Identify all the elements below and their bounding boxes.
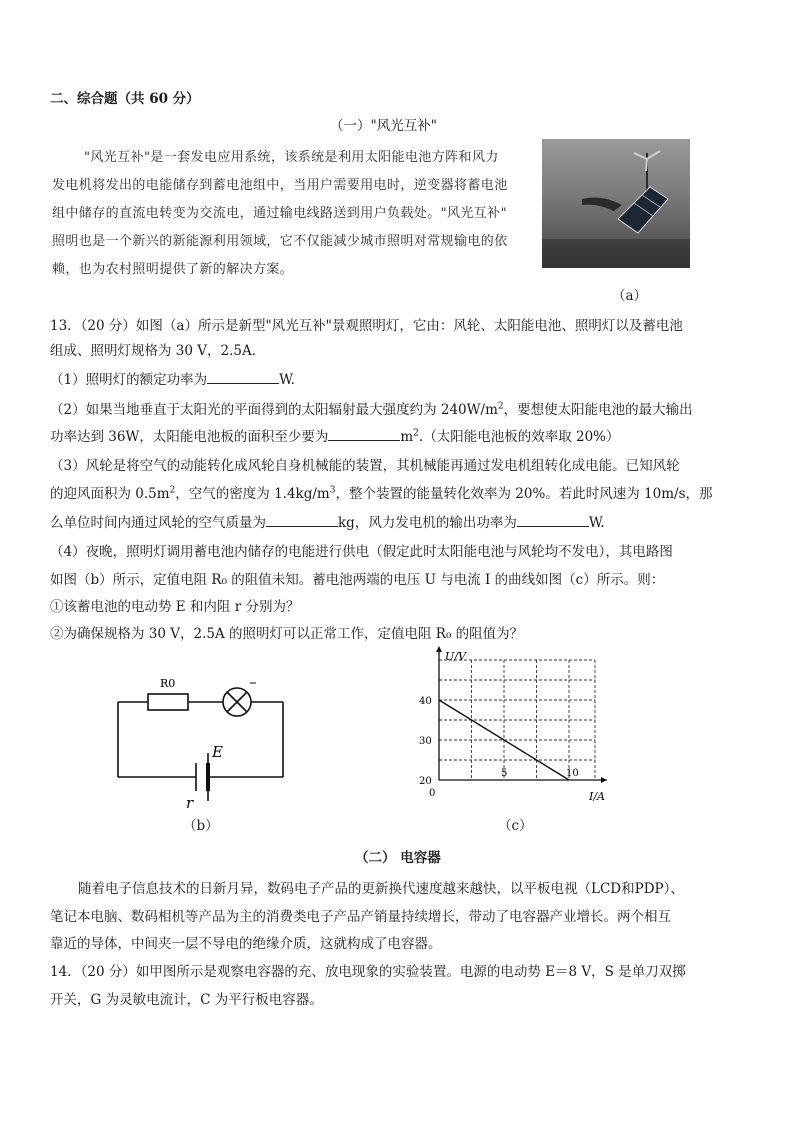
x-axis-label: I/A: [589, 790, 605, 803]
part2-intro-line1: 随着电子信息技术的日新月异，数码电子产品的更新换代速度越来越快，以平板电视（LCD和PDP）、: [78, 881, 684, 897]
q13-stem-line1: 13．（20 分）如图（a）所示是新型"风光互补"景观照明灯，它由：风轮、太阳能电池、照明灯以及蓄电池: [50, 318, 683, 334]
text-run: ，整个装置的能量转化效率为 20%。若此时风速为 10m/s，那: [335, 486, 713, 502]
q13-part1-text: （1）照明灯的额定功率为: [50, 372, 208, 388]
y-axis-label: U/V: [445, 650, 466, 663]
section-heading: 二、综合题（共 60 分）: [50, 91, 200, 107]
origin-label: 0: [429, 788, 436, 799]
graph-caption: （c）: [498, 818, 533, 834]
battery-icon: [196, 753, 208, 801]
intro-line: "风光互补"是一套发电应用系统，该系统是利用太阳能电池方阵和风力: [84, 150, 499, 165]
y-tick-label: 20: [419, 776, 432, 787]
text-run: kg，风力发电机的输出功率为: [338, 515, 517, 531]
text-run: （2）如果当地垂直于太阳光的平面得到的太阳辐射最大强度约为 240W/m: [50, 402, 498, 418]
ui-graph-c: [415, 640, 615, 815]
q13-part4-line2: 如图（b）所示，定值电阻 R₀ 的阻值未知。蓄电池两端的电压 U 与电流 I 的曲线如图（c）所示。则：: [50, 572, 665, 588]
circuit-caption: （b）: [183, 818, 219, 834]
emf-label: E: [212, 743, 223, 761]
lamp-icon: [223, 688, 251, 716]
q13-part3-line3: [50, 512, 605, 533]
q13-part4-line1: （4）夜晚，照明灯调用蓄电池内储存的电能进行供电（假定此时太阳能电池与风轮均不发电），其电路图: [50, 544, 673, 560]
lamp-illustration: [542, 139, 690, 268]
resistor-label: R0: [160, 677, 176, 690]
q13-part1: [50, 369, 295, 390]
part2-title: （二） 电容器: [355, 850, 441, 866]
intro-line: 组中储存的直流电转变为交流电，通过输电线路送到用户负载处。"风光互补": [52, 206, 507, 221]
answer-blank[interactable]: [517, 512, 589, 527]
x-tick-label: 5: [501, 768, 508, 779]
part2-intro-line3: 靠近的导体，中间夹一层不导电的绝缘介质，这就构成了电容器。: [50, 936, 442, 952]
q14-line2: 开关，G 为灵敏电流计，C 为平行板电容器。: [50, 992, 323, 1008]
q13-part3-line1: （3）风轮是将空气的动能转化成风轮自身机械能的装置，其机械能再通过发电机组转化成电能。已知风轮: [50, 458, 680, 474]
text-run: ，要想使太阳能电池的最大输出: [503, 402, 693, 418]
y-tick-label: 40: [419, 696, 432, 707]
answer-blank[interactable]: [328, 426, 400, 441]
text-run: ，空气的密度为 1.4kg/m: [175, 486, 330, 502]
q13-part3-line2: [50, 484, 713, 504]
internal-resistance-label: r: [186, 794, 194, 812]
text-run: 的迎风面积为 0.5m: [50, 486, 170, 502]
y-axis-arrow: [436, 646, 442, 652]
intro-line: 发电机将发出的电能储存到蓄电池组中，当用户需要用电时，逆变器将蓄电池: [52, 178, 508, 193]
intro-line: 赖，也为农村照明提供了新的解决方案。: [52, 262, 294, 277]
y-tick-label: 30: [419, 736, 432, 747]
x-axis-arrow: [601, 777, 607, 783]
resistor-r0: [148, 694, 188, 710]
q13-part2-line2: [50, 426, 620, 447]
answer-blank[interactable]: [266, 512, 338, 527]
q13-part2-line1: [50, 400, 693, 420]
unit: m: [400, 429, 414, 445]
text-run: .（太阳能电池板的效率取 20%）: [418, 429, 620, 445]
q13-part4-sub2: ②为确保规格为 30 V，2.5A 的照明灯可以正常工作，定值电阻 R₀ 的阻值为？: [50, 626, 524, 642]
intro-line: 照明也是一个新兴的新能源利用领域，它不仅能减少城市照明对常规输电的依: [52, 234, 508, 249]
answer-blank[interactable]: [207, 369, 279, 384]
wind-solar-lamp-photo: [542, 139, 690, 268]
text-run: 功率达到 36W，太阳能电池板的面积至少要为: [50, 429, 329, 445]
text-run: W.: [588, 515, 605, 531]
part2-intro-line2: 笔记本电脑、数码相机等产品为主的消费类电子产品产销量持续增长，带动了电容器产业增长。两个相互: [50, 909, 671, 925]
superscript: 2: [169, 485, 176, 496]
q13-part4-sub1: ①该蓄电池的电动势 E 和内阻 r 分别为？: [50, 599, 300, 615]
q13-part1-unit: W.: [279, 372, 295, 388]
text-run: 么单位时间内通过风轮的空气质量为: [50, 515, 266, 531]
part1-title: （一）"风光互补": [330, 118, 437, 134]
x-tick-label: 10: [566, 768, 579, 779]
superscript: 2: [413, 428, 419, 439]
q13-stem-line2: 组成、照明灯规格为 30 V，2.5A．: [50, 343, 266, 359]
photo-caption: （a）: [612, 288, 648, 304]
superscript: 3: [329, 485, 336, 496]
circuit-diagram-b: [100, 665, 300, 815]
graph-grid: [439, 660, 595, 780]
superscript: 2: [497, 401, 504, 412]
q14-line1: 14．（20 分）如甲图所示是观察电容器的充、放电现象的实验装置。电源的电动势 E＝8 V，S 是单刀双掷: [50, 964, 686, 980]
